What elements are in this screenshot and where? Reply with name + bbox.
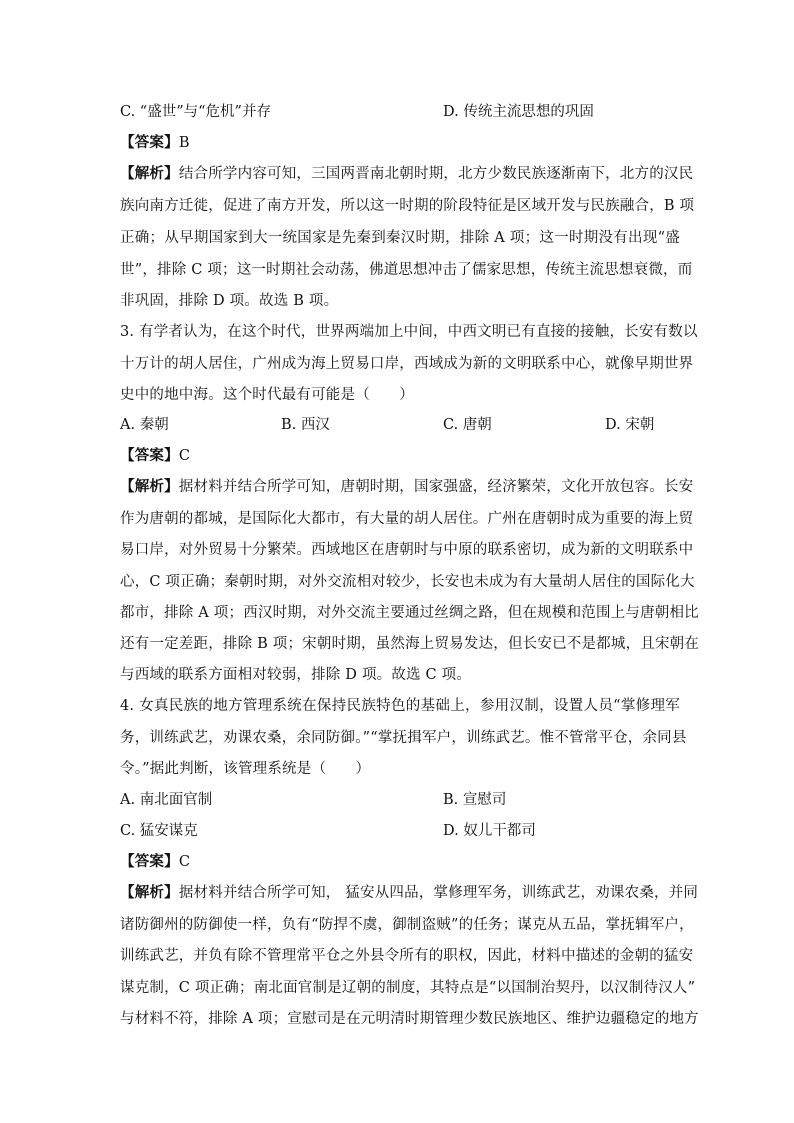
q2-option-c: C. “盛世”与“危机”并存	[120, 104, 271, 120]
q2-option-d: D. 传统主流思想的巩固	[443, 104, 594, 120]
analysis-text: 据材料并结合所学可知，唐朝时期，国家强盛，经济繁荣，文化开放包容。长安	[178, 479, 694, 495]
q4-analysis-line	[120, 883, 699, 903]
q3-option-d: D. 宋朝	[605, 417, 655, 433]
q4-stem-line: 令。”据此判断，该管理系统是（ ）	[120, 761, 371, 777]
q4-stem-line: 务，训练武艺，劝课农桑，余同防御。”“掌抚揖军户，训练武艺。惟不管常平仓，余同县	[120, 730, 687, 746]
analysis-tag: 【解析】	[120, 478, 179, 495]
q4-analysis-line: 诸防御州的防御使一样，负有“防捍不虞，御制盗贼”的任务；谋克从五品，掌抚辑军户，	[120, 917, 694, 933]
q3-option-b: B. 西汉	[281, 417, 330, 433]
q2-analysis-line	[120, 164, 694, 184]
q4-option-b: B. 宣慰司	[443, 792, 507, 808]
answer-value: C	[178, 854, 191, 870]
q3-analysis-line: 作为唐朝的都城，是国际化大都市，有大量的胡人居住。广州在唐朝时成为重要的海上贸	[120, 511, 694, 527]
answer-tag: 【答案】	[120, 447, 179, 464]
q3-analysis-line: 易口岸，对外贸易十分繁荣。西域地区在唐朝时与中原的联系密切，成为新的文明联系中	[120, 542, 694, 558]
q3-option-c: C. 唐朝	[443, 417, 492, 433]
q3-analysis-line: 都市，排除 A 项；西汉时期，对外交流主要通过丝绸之路，但在规模和范围上与唐朝相比	[120, 605, 699, 621]
q3-answer	[120, 446, 680, 466]
q3-stem-line: 3. 有学者认为，在这个时代，世界两端加上中间，中西文明已有直接的接触，长安有数以	[120, 324, 698, 340]
analysis-text: 据材料并结合所学可知， 猛安从四品，掌修理军务，训练武艺，劝课农桑，并同	[178, 885, 699, 901]
q2-analysis-line: 族向南方迁徙，促进了南方开发，所以这一时期的阶段特征是区域开发与民族融合，B 项	[120, 198, 695, 214]
answer-value: B	[178, 135, 190, 151]
q4-option-a: A. 南北面官制	[120, 792, 213, 808]
q4-analysis-line: 与材料不符，排除 A 项；宣慰司是在元明清时期管理少数民族地区、维护边疆稳定的地方	[120, 1011, 699, 1027]
q4-stem-line: 4. 女真民族的地方管理系统在保持民族特色的基础上，参用汉制，设置人员“掌修理军	[120, 698, 680, 714]
q4-analysis-line: 训练武艺，并负有除不管理常平仓之外县令所有的职权，因此，材料中描述的金朝的猛安	[120, 948, 694, 964]
q3-stem-line: 十万计的胡人居住，广州成为海上贸易口岸，西域成为新的文明联系中心，就像早期世界	[120, 356, 694, 372]
q2-analysis-line: 世”，排除 C 项；这一时期社会动荡，佛道思想冲击了儒家思想，传统主流思想衰微，而	[120, 262, 693, 278]
answer-value: C	[178, 448, 191, 464]
q3-analysis-line: 还有一定差距，排除 B 项；宋朝时期，虽然海上贸易发达，但长安已不是都城，且宋朝在	[120, 636, 700, 652]
answer-tag: 【答案】	[120, 134, 179, 151]
analysis-tag: 【解析】	[120, 165, 179, 182]
q3-analysis-line: 与西域的联系方面相对较弱，排除 D 项。故选 C 项。	[120, 667, 472, 683]
answer-tag: 【答案】	[120, 853, 179, 870]
analysis-text: 结合所学内容可知，三国两晋南北朝时期，北方少数民族逐渐南下，北方的汉民	[178, 166, 694, 182]
q2-analysis-line: 非巩固，排除 D 项。故选 B 项。	[120, 293, 339, 309]
q3-analysis-line: 心，C 项正确；秦朝时期，对外交流相对较少，长安也未成为有大量胡人居住的国际化大	[120, 574, 695, 590]
q3-analysis-line	[120, 477, 694, 497]
q2-analysis-line: 正确；从早期国家到大一统国家是先秦到秦汉时期，排除 A 项；这一时期没有出现“盛	[120, 230, 680, 246]
q4-option-d: D. 奴儿干都司	[443, 823, 536, 839]
q4-option-c: C. 猛安谋克	[120, 823, 198, 839]
q4-answer	[120, 852, 680, 872]
q2-answer	[120, 133, 680, 153]
q3-stem-line: 史中的地中海。这个时代最有可能是（ ）	[120, 387, 414, 403]
q4-analysis-line: 谋克制，C 项正确；南北面官制是辽朝的制度，其特点是“以国制治契丹，以汉制待汉人”	[120, 980, 696, 996]
analysis-tag: 【解析】	[120, 884, 179, 901]
q3-option-a: A. 秦朝	[120, 417, 169, 433]
